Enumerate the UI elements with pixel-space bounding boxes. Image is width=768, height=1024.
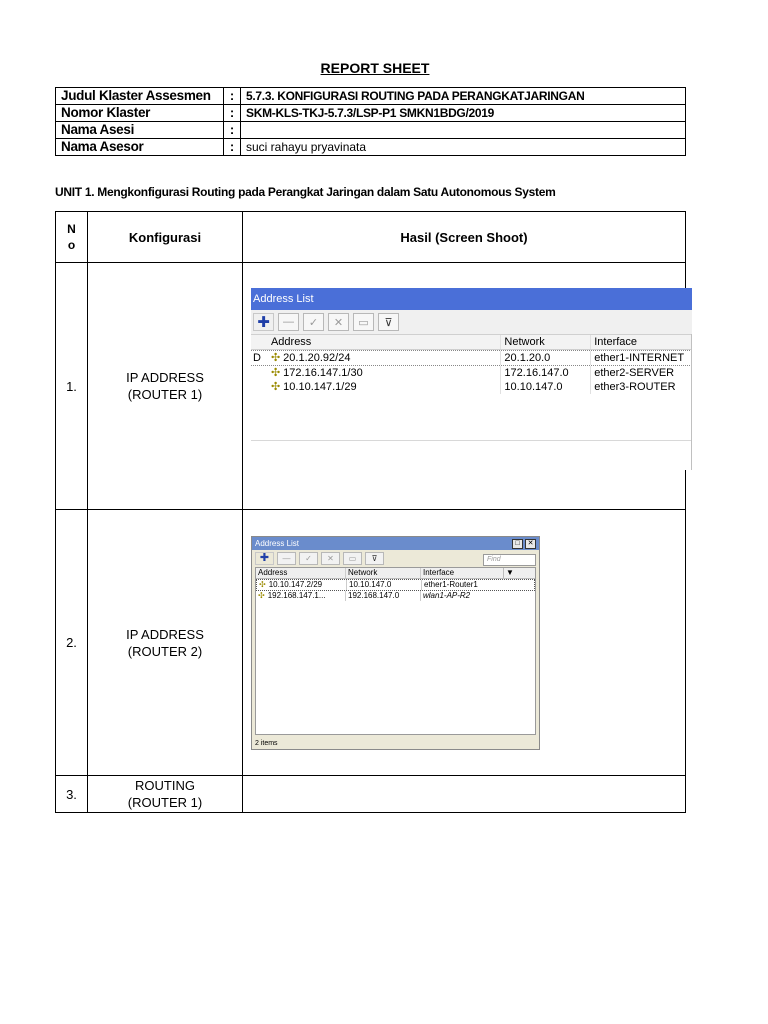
enable-icon[interactable]: ✓ — [303, 313, 324, 331]
row-address: 192.168.147.1... — [267, 591, 326, 600]
row-konfigurasi — [88, 510, 243, 776]
konf-line2: (ROUTER 1) — [127, 795, 203, 810]
row-interface: ether1-Router1 — [424, 580, 478, 589]
row-flag — [251, 380, 271, 394]
row-address: 20.1.20.92/24 — [283, 352, 351, 364]
info-row-asesi — [56, 122, 686, 139]
address-grid — [255, 567, 536, 735]
table-row[interactable] — [256, 591, 535, 601]
row-interface: wlan1-AP-R2 — [423, 591, 471, 600]
info-label: Judul Klaster Assesmen — [56, 88, 224, 105]
col-address[interactable]: Address — [256, 568, 346, 578]
table-row — [56, 263, 686, 510]
row-address: 172.16.147.1/30 — [283, 367, 363, 379]
result-table — [55, 211, 686, 813]
info-row-nomor — [56, 105, 686, 122]
filter-icon[interactable]: ⊽ — [378, 313, 399, 331]
find-input[interactable]: Find — [483, 554, 536, 566]
row-hasil — [243, 263, 686, 510]
row-konfigurasi — [88, 776, 243, 813]
remove-icon[interactable]: — — [277, 552, 296, 565]
row-flag — [251, 366, 271, 380]
col-network[interactable]: Network — [346, 568, 421, 578]
info-colon: : — [224, 105, 241, 122]
table-header-row — [56, 212, 686, 263]
table-row[interactable] — [251, 380, 692, 394]
col-interface[interactable]: Interface — [594, 336, 638, 348]
ip-address-icon: ✣ — [270, 352, 281, 364]
info-label: Nama Asesi — [56, 122, 224, 139]
info-table — [55, 87, 686, 156]
add-icon[interactable]: ✚ — [253, 313, 274, 331]
info-colon: : — [224, 88, 241, 105]
header-no-line1: N — [67, 222, 76, 236]
table-row[interactable] — [251, 366, 692, 380]
konf-line2: (ROUTER 1) — [127, 387, 203, 402]
table-row — [56, 776, 686, 813]
table-row — [56, 510, 686, 776]
row-konfigurasi — [88, 263, 243, 510]
toolbar — [251, 310, 692, 335]
disable-icon[interactable]: ✕ — [328, 313, 349, 331]
header-no-line2: o — [67, 238, 76, 252]
window-title-text: Address List — [255, 539, 300, 548]
col-interface[interactable]: Interface — [423, 568, 455, 577]
window-title — [252, 537, 539, 550]
header-hasil: Hasil (Screen Shoot) — [243, 212, 686, 263]
enable-icon[interactable]: ✓ — [299, 552, 318, 565]
info-value: 5.7.3. KONFIGURASI ROUTING PADA PERANGKATJARINGAN — [241, 88, 686, 105]
row-network: 10.10.147.0 — [501, 380, 591, 394]
grid-header — [251, 335, 692, 350]
address-list-window-router1 — [251, 288, 692, 470]
info-colon: : — [224, 139, 241, 156]
window-title: Address List — [251, 288, 692, 310]
info-label: Nama Asesor — [56, 139, 224, 156]
row-network: 192.168.147.0 — [346, 591, 421, 601]
row-number: 3. — [56, 776, 88, 813]
info-row-judul — [56, 88, 686, 105]
header-konfigurasi: Konfigurasi — [88, 212, 243, 263]
comment-icon[interactable]: ▭ — [353, 313, 374, 331]
grid-header — [256, 568, 535, 579]
konf-line1: IP ADDRESS — [126, 626, 204, 642]
row-network: 172.16.147.0 — [501, 366, 591, 380]
ip-address-icon: ✣ — [270, 367, 281, 379]
table-row[interactable] — [251, 350, 692, 366]
info-colon: : — [224, 122, 241, 139]
konf-line1: IP ADDRESS — [126, 370, 204, 385]
col-network[interactable]: Network — [501, 335, 591, 349]
info-label: Nomor Klaster — [56, 105, 224, 122]
column-menu-icon[interactable]: ▼ — [503, 568, 516, 578]
comment-icon[interactable]: ▭ — [343, 552, 362, 565]
close-icon[interactable]: ✕ — [525, 539, 536, 549]
info-value: suci rahayu pryavinata — [241, 139, 686, 156]
konf-line1: ROUTING — [135, 778, 195, 793]
status-count: 2 items — [255, 740, 278, 747]
add-icon[interactable]: ✚ — [255, 552, 274, 565]
info-row-asesor — [56, 139, 686, 156]
ip-address-icon: ✣ — [258, 591, 265, 600]
row-network: 20.1.20.0 — [501, 351, 591, 365]
info-value: SKM-KLS-TKJ-5.7.3/LSP-P1 SMKN1BDG/2019 — [241, 105, 686, 122]
row-flag: D — [253, 352, 261, 364]
maximize-icon[interactable]: □ — [512, 539, 523, 549]
table-row[interactable] — [256, 579, 535, 591]
row-address: 10.10.147.2/29 — [268, 580, 323, 589]
unit-heading: UNIT 1. Mengkonfigurasi Routing pada Perangkat Jaringan dalam Satu Autonomous System — [55, 185, 556, 199]
row-hasil — [243, 776, 686, 813]
row-hasil — [243, 510, 686, 776]
ip-address-icon: ✣ — [270, 381, 281, 393]
report-title: REPORT SHEET — [320, 60, 430, 76]
ip-address-icon: ✣ — [259, 580, 266, 589]
row-number: 1. — [56, 263, 88, 510]
row-interface: ether1-INTERNET — [594, 352, 685, 364]
disable-icon[interactable]: ✕ — [321, 552, 340, 565]
row-network: 10.10.147.0 — [347, 580, 422, 590]
row-interface: ether2-SERVER — [594, 367, 675, 379]
row-number: 2. — [56, 510, 88, 776]
remove-icon[interactable]: — — [278, 313, 299, 331]
grid-body — [251, 350, 692, 441]
row-interface: ether3-ROUTER — [594, 381, 676, 393]
address-list-window-router2 — [251, 536, 540, 750]
filter-icon[interactable]: ⊽ — [365, 552, 384, 565]
col-address[interactable]: Address — [271, 335, 501, 349]
row-address: 10.10.147.1/29 — [283, 381, 357, 393]
address-grid — [251, 335, 692, 441]
info-value — [241, 122, 686, 139]
header-no — [56, 212, 88, 263]
konf-line2: (ROUTER 2) — [127, 643, 203, 659]
